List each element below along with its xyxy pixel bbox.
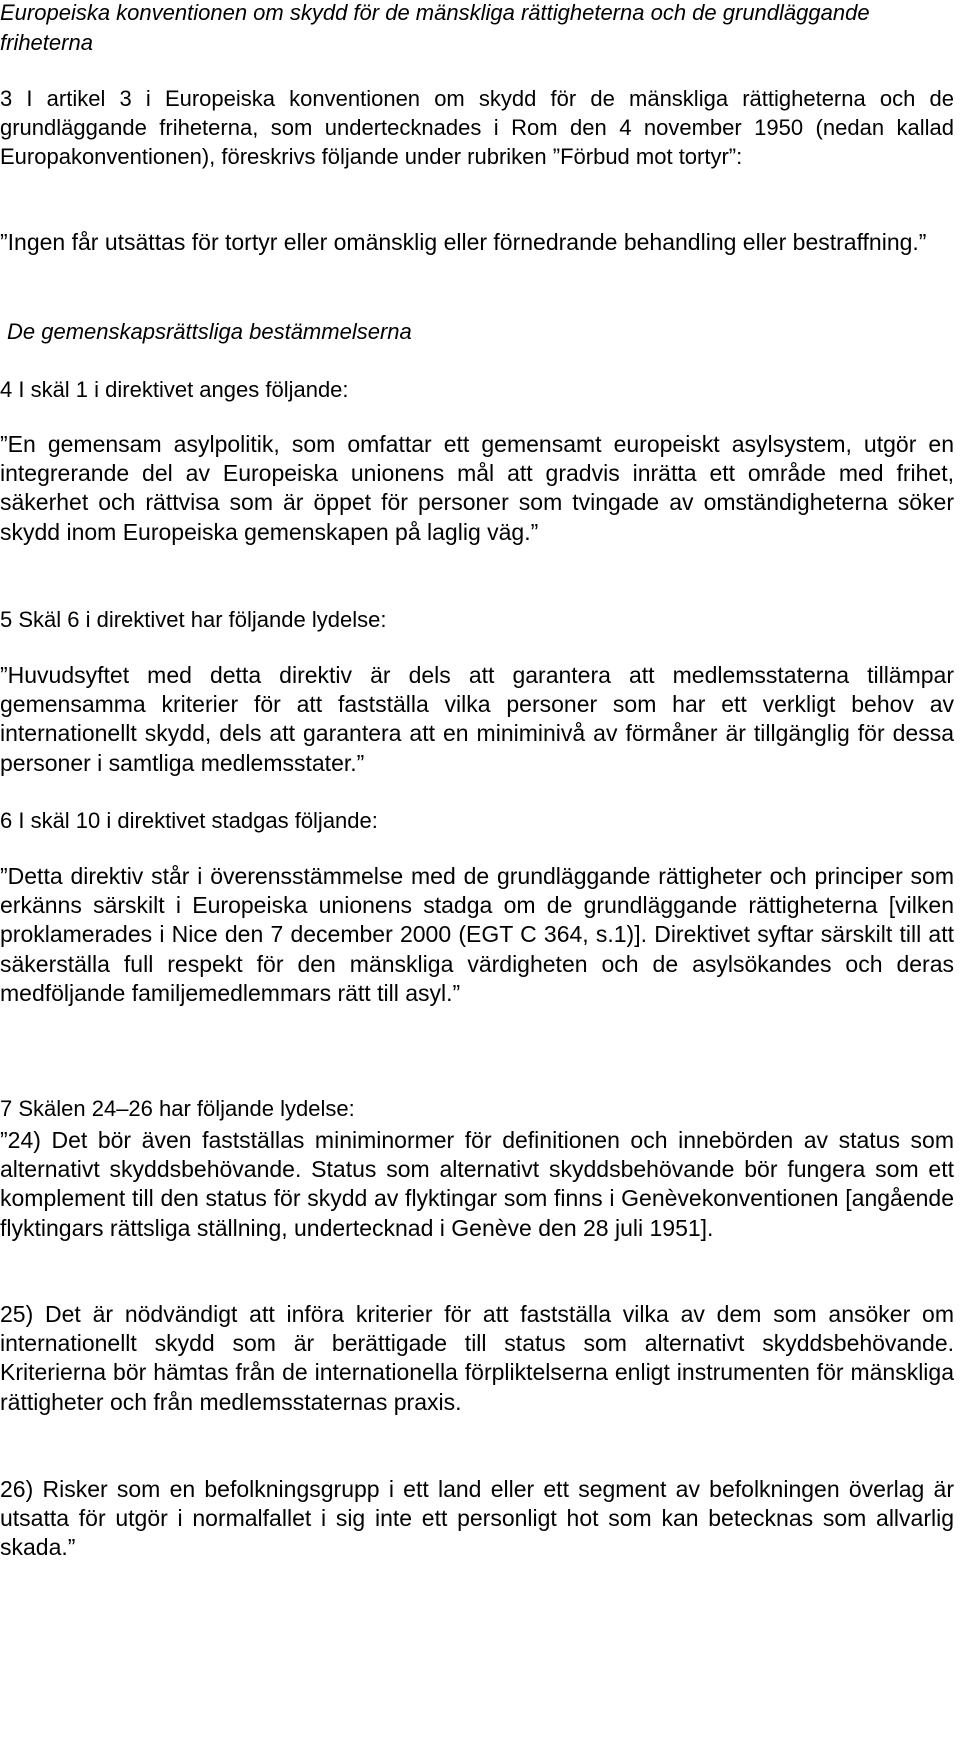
paragraph-4: 4 I skäl 1 i direktivet anges följande: bbox=[0, 377, 349, 402]
quote-recital-26: 26) Risker som en befolkningsgrupp i ett land eller ett segment av befolkningen överlag är utsatta för utgör i normalfallet i sig inte ett personligt hot som kan betecknas som allvarlig skada.” bbox=[0, 1476, 954, 1561]
section-heading-community-law: De gemenskapsrättsliga bestämmelserna bbox=[7, 319, 412, 344]
quote-recital-6: ”Huvudsyftet med detta direktiv är dels att garantera att medlemsstaterna tillämpar gemensamma kriterier för att fastställa vilka personer som har ett verkligt behov av internationellt skydd, dels att garantera att en miniminivå av förmåner är tillgänglig för dessa personer i samtliga medlemsstater.” bbox=[0, 662, 954, 776]
section-heading-convention: Europeiska konventionen om skydd för de mänskliga rättigheterna och de grundläggande friheterna bbox=[0, 0, 870, 55]
quote-recital-10: ”Detta direktiv står i överensstämmelse med de grundläggande rättigheter och principer som erkänns särskilt i Europeiska unionens stadga om de grundläggande rättigheterna [vilken proklamerades i Nice den 7 december 2000 (EGT C 364, s.1)]. Direktivet syftar särskilt till att säkerställa full respekt för den mänskliga värdigheten och de asylsökandes och deras medföljande familjemedlemmars rätt till asyl.” bbox=[0, 863, 954, 1006]
quote-article-3: ”Ingen får utsättas för tortyr eller omänsklig eller förnedrande behandling eller bestraffning.” bbox=[0, 229, 927, 255]
paragraph-7: 7 Skälen 24–26 har följande lydelse: bbox=[0, 1096, 355, 1121]
paragraph-3: 3 I artikel 3 i Europeiska konventionen om skydd för de mänskliga rättigheterna och de grundläggande friheterna, som undertecknades i Rom den 4 november 1950 (nedan kallad Europakonventionen), föreskrivs följande under rubriken ”Förbud mot tortyr”: bbox=[0, 86, 954, 170]
quote-recital-25: 25) Det är nödvändigt att införa kriterier för att fastställa vilka av dem som ansöker om internationellt skydd som är berättigade till status som alternativt skyddsbehövande. Kriterierna bör hämtas från de internationella förpliktelserna enligt instrumenten för mänskliga rättigheter och från medlemsstaternas praxis. bbox=[0, 1301, 954, 1415]
quote-recital-24: ”24) Det bör även fastställas miniminormer för definitionen och innebörden av status som alternativt skyddsbehövande. Status som alternativt skyddsbehövande bör fungera som ett komplement till den status för skydd av flyktingar som finns i Genèvekonventionen [angående flyktingars rättsliga ställning, undertecknad i Genève den 28 juli 1951]. bbox=[0, 1127, 954, 1241]
paragraph-6: 6 I skäl 10 i direktivet stadgas följande: bbox=[0, 808, 378, 833]
paragraph-5: 5 Skäl 6 i direktivet har följande lydelse: bbox=[0, 607, 387, 632]
quote-recital-1: ”En gemensam asylpolitik, som omfattar ett gemensamt europeiskt asylsystem, utgör en integrerande del av Europeiska unionens mål att gradvis inrätta ett område med frihet, säkerhet och rättvisa som är öppet för personer som tvingade av omständigheterna söker skydd inom Europeiska gemenskapen på laglig väg.” bbox=[0, 431, 954, 545]
